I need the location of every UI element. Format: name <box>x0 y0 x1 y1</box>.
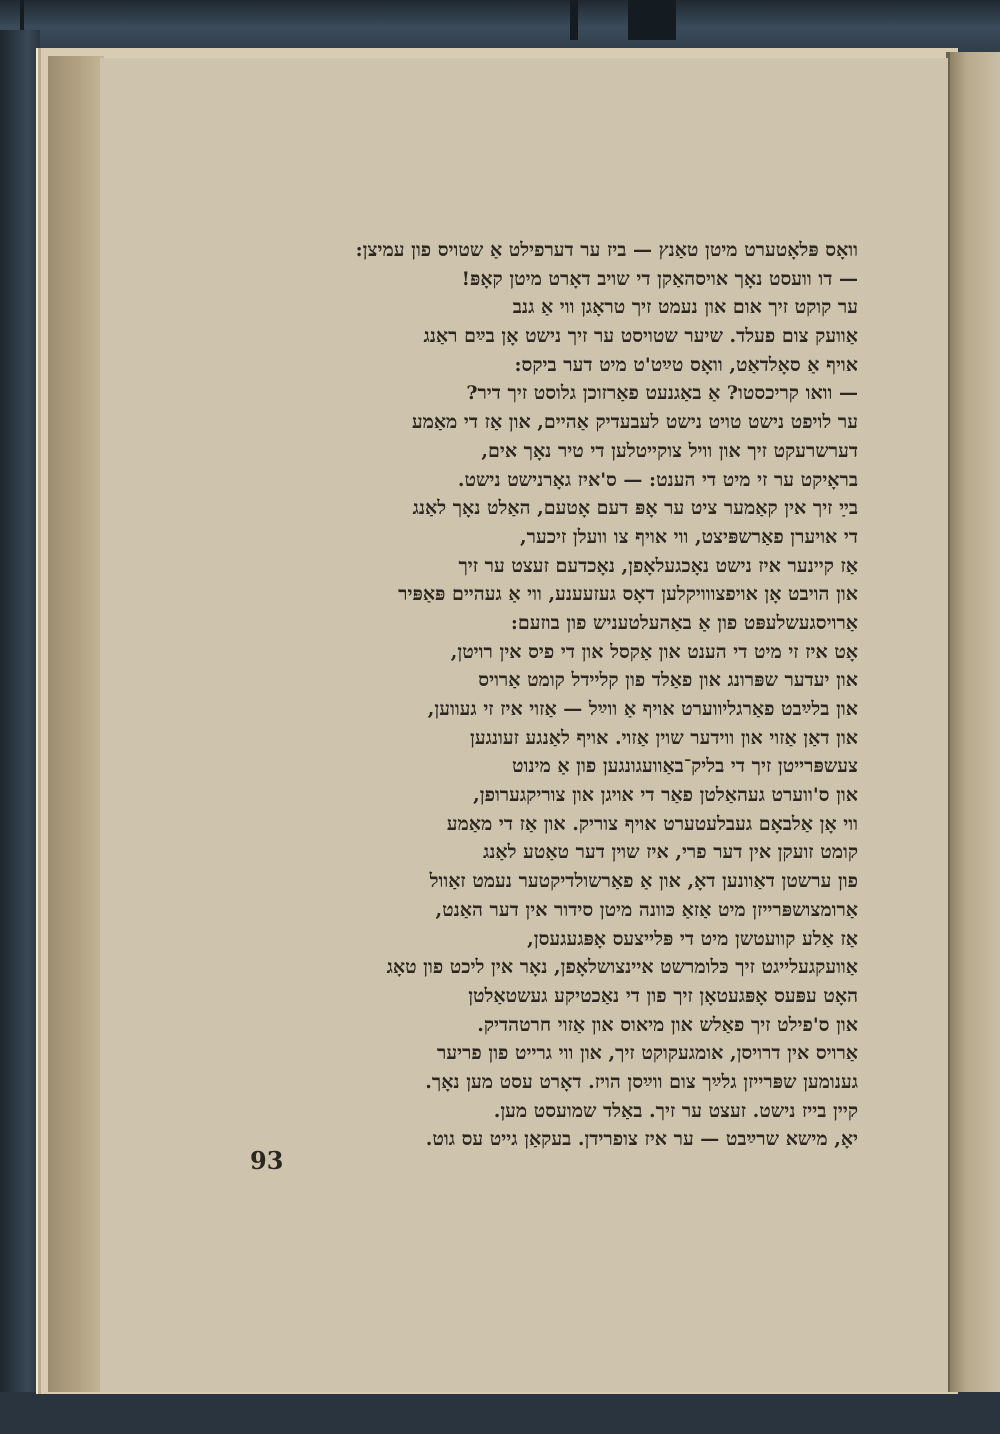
text-line: ער לויפט נישט טויט נישט לעבעדיק אַהיים, און אַז די מאַמע <box>411 411 858 434</box>
text-line: — דו וועסט נאָך אויסהאַקן די שויב דאָרט מיטן קאָפּ! <box>461 267 858 290</box>
text-line: אויף אַ סאָלדאַט, וואָס טײַט'ט מיט דער ביקס: <box>514 353 858 376</box>
page-text-block <box>222 236 858 1154</box>
text-line: און ס'פילט זיך פאַלש און מיאוס און אַזוי חרטהדיק. <box>477 1013 858 1036</box>
text-line: קיין בייז נישט. זעצט ער זיך. באַלד שמועסט מען. <box>493 1099 858 1122</box>
text-line: אַרויס אין דרויסן, אומגעקוקט זיך, און ווי גרייט פון פריער <box>437 1042 858 1065</box>
text-line: בראָיקט ער זי מיט די הענט: — ס'איז גאָרנישט נישט. <box>457 468 858 491</box>
book-cover-left <box>0 30 40 1434</box>
text-line: און בלײַבט פאַרגליווערט אויף אַ ווײַל — אַזוי איז זי געווען, <box>427 698 858 720</box>
text-line: דערשרעקט זיך און וויל צוקייטלען די טיר נאָך אים, <box>481 439 858 462</box>
facing-page <box>948 52 1000 1392</box>
text-line: אַרויסגעשלעפּט פון אַ באַהעלטעניש פון בוזעם: <box>510 611 858 634</box>
text-line: האָט עפּעס אָפּגעטאָן זיך פון די נאַכטיקע געשטאַלטן <box>468 984 858 1007</box>
text-line: ווי אָן אַלבאָם געבלעטערט אויף צוריק. און אַז די מאַמע <box>446 812 858 835</box>
text-line: און ס'ווערט געהאַלטן פאַר די אויגן און צוריקגערופן, <box>473 784 858 807</box>
cover-tab-right <box>628 0 676 40</box>
text-line: און יעדער שפּרונג און פאַלד פון קליידל קומט אַרויס <box>478 669 858 692</box>
text-line: אַז קיינער איז נישט נאָכגעלאָפן, נאָכדעם זעצט ער זיך <box>458 554 858 577</box>
text-line: אַוועקגעלייגט זיך כּלומרשט איינצושלאָפן, נאָר אין ליכט פון טאָג <box>386 956 858 979</box>
text-line: צעשפּרייטן זיך די בליק־באַוועגונגען פון אַ מינוט <box>511 755 858 778</box>
text-line: קומט זועקן אין דער פרי, איז שוין דער טאַטע לאַנג <box>482 841 858 864</box>
text-line: די אויערן פאַרשפּיצט, ווי אויף צו וועלן זיכער, <box>520 525 858 548</box>
text-line: ער קוקט זיך אום און נעמט זיך טראָגן ווי אַ גנב <box>512 296 858 319</box>
text-line: וואָס פּלאָטערט מיטן טאַנץ — ביז ער דערפילט אַ שטויס פון עמיצן: <box>355 239 858 261</box>
text-line: — וואו קריכסטו? אַ באַגנעט פאַרזוכן גלוסט זיך דיר? <box>466 382 858 405</box>
text-line: און הויבט אָן אויפצווויקלען דאָס געזעענע, ווי אַ געהיים פּאַפּיר <box>398 583 858 606</box>
page-number: 93 <box>250 1146 284 1175</box>
text-line: יאָ, מישא שרײַבט — ער איז צופרידן. בעקאַן גייט עס גוט. <box>425 1128 858 1151</box>
cover-tab-middle <box>570 0 578 40</box>
text-line: און דאַן אַזוי און ווידער שוין אַזוי. אויף לאַנגע זעונגען <box>469 726 858 749</box>
text-line: אַרומצושפּרייזן מיט אַזאַ כּוונה מיטן סידור אין דער האַנט, <box>435 898 858 921</box>
text-line: גענומען שפּרייזן גלײַך צום ווײַסן הויז. דאָרט עסט מען נאָך. <box>425 1070 858 1093</box>
text-line: אַז אַלע קוועטשן מיט די פּלייצעס אָפּגעגעסן, <box>527 927 858 950</box>
page-gutter-shadow <box>48 56 104 1392</box>
text-line: בײַ זיך אין קאַמער ציט ער אָפּ דעם אָטעם, האַלט נאָך לאַנג <box>412 497 858 520</box>
text-line: פון ערשטן דאַוונען דאָ, און אַ פאַרשולדיקטער נעמט זאַוול <box>429 870 858 893</box>
book-cover-bottom <box>0 1392 1000 1434</box>
text-line: אַוועק צום פעלד. שיער שטויסט ער זיך נישט אָן בײַם ראַנג <box>423 325 858 348</box>
text-line: אָט איז זי מיט די הענט און אַקסל און די פיס אין רויטן, <box>450 640 858 663</box>
